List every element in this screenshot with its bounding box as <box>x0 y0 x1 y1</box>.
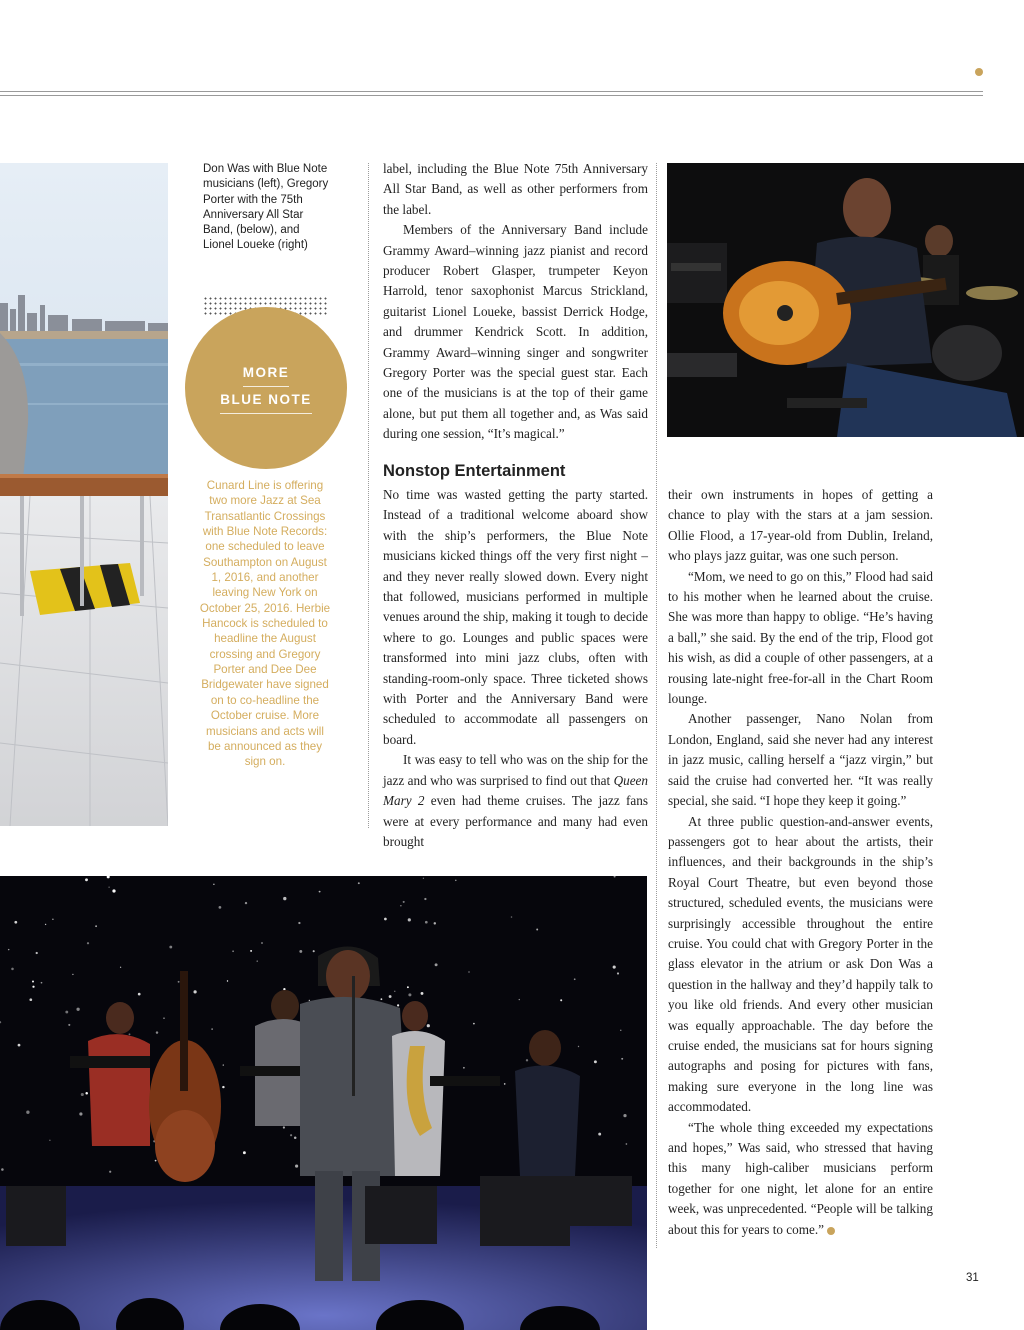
stage-star <box>8 949 9 950</box>
stage-star <box>283 1126 285 1128</box>
stage-star <box>620 1030 621 1031</box>
stage-star <box>250 950 252 952</box>
stage-star <box>290 1134 292 1136</box>
article-column-1-bottom <box>383 485 648 852</box>
photo-gregory-porter-band <box>0 876 647 1330</box>
paragraph: It was easy to tell who was on the ship for the jazz and who was surprised to find out that Queen Mary 2 even had theme cruises. The jazz fans were at every performance and many had even brought <box>383 752 648 849</box>
stage-star <box>26 1111 29 1114</box>
stage-star <box>108 887 109 888</box>
stage-star <box>598 1133 601 1136</box>
stage-star <box>408 993 411 996</box>
stage-star <box>421 992 424 995</box>
stage-star <box>41 982 43 984</box>
stage-star <box>95 925 97 927</box>
stage-star <box>594 1060 597 1063</box>
stage-star <box>109 1171 111 1173</box>
stage-star <box>427 1024 430 1027</box>
stage-star <box>29 998 32 1001</box>
stage-star <box>389 995 392 998</box>
callout-line-2: BLUE NOTE <box>220 389 312 414</box>
stage-star <box>45 924 46 925</box>
stage-star <box>504 1083 506 1085</box>
stage-star <box>163 1018 164 1019</box>
header-rule-bottom <box>0 95 983 96</box>
stage-star <box>560 999 562 1001</box>
stage-star <box>49 1140 50 1141</box>
header-dot-icon <box>975 68 983 76</box>
stage-star <box>243 1151 246 1154</box>
stage-star <box>617 972 619 974</box>
stage-star <box>519 999 520 1000</box>
stage-star <box>626 1143 628 1145</box>
stage-star <box>79 1112 82 1115</box>
photo-lionel-loueke <box>667 163 1024 437</box>
stage-star <box>384 918 387 921</box>
stage-star <box>120 967 121 968</box>
stage-star <box>72 974 73 975</box>
stage-star <box>623 1114 626 1117</box>
stage-star <box>129 1033 131 1035</box>
stage-star <box>219 906 222 909</box>
stage-star <box>169 946 172 949</box>
stage-star <box>574 978 576 980</box>
stage-star <box>85 1092 88 1095</box>
paragraph: their own instruments in hopes of getting a chance to play with the stars at a jam session. Ollie Flood, a 17-year-old from Dublin, Ireland, who plays jazz guitar, was one such person. <box>668 487 933 564</box>
stage-star <box>87 942 89 944</box>
stage-star <box>76 1008 79 1011</box>
stage-star <box>156 1031 158 1033</box>
stage-star <box>14 921 17 924</box>
stage-star <box>32 981 34 983</box>
stage-star <box>403 901 405 903</box>
stage-star <box>222 1086 224 1088</box>
stage-star <box>298 922 300 924</box>
stage-star <box>435 963 438 966</box>
stage-star <box>463 1067 465 1069</box>
stage-star <box>18 1044 21 1047</box>
section-heading: Nonstop Entertainment <box>383 462 566 480</box>
stage-star <box>294 1136 297 1139</box>
article-column-1-top <box>383 159 648 445</box>
paragraph: No time was wasted getting the party started. Instead of a traditional welcome aboard show with the ship’s performers, the Blue Note musicians kicked things off the very first night – and they never really slowed down. Every night that followed, musicians performed in multiple venues around the ship, making it tough to decide where to go. Lounges and public spaces were transformed into mini jazz clubs, often with standing-room-only space. Three ticketed shows with Porter and the Anniversary Band were scheduled to accommodate all passengers on board. <box>383 487 648 747</box>
stage-star <box>68 1024 70 1026</box>
stage-star <box>397 1004 399 1006</box>
stage-star <box>213 884 214 885</box>
stage-star <box>257 961 258 962</box>
stage-star <box>578 1046 579 1047</box>
stage-star <box>408 918 411 921</box>
sidebar-text: Cunard Line is offering two more Jazz at Sea Transatlantic Crossings with Blue Note Records: one scheduled to leave Southampton on August 1, 2016, and another leaving New York on October 25, 2016. Herbie Hancock is scheduled to headline the August crossing and Gregory Porter and Dee Dee Bridgewater have signed on to co-headline the October cruise. More musicians and acts will be announced as they sign on. <box>199 479 331 769</box>
stage-star <box>52 918 54 920</box>
stage-star <box>526 1059 528 1061</box>
callout-line-1: MORE <box>243 362 290 387</box>
stage-star <box>536 929 538 931</box>
stage-star <box>425 921 428 924</box>
stage-star <box>358 882 360 884</box>
more-blue-note-callout <box>185 307 347 469</box>
stage-star <box>232 950 234 952</box>
paragraph: “The whole thing exceeded my expectations and hopes,” Was said, who stressed that having this many high-caliber musicians perform together for one night, let alone for an entire week, was unprecedented. “People will be talking about this for years to come.” <box>668 1119 933 1237</box>
column-divider-left <box>368 163 369 828</box>
stage-star <box>32 986 34 988</box>
stage-star <box>112 889 115 892</box>
photo-don-was-ship <box>0 163 168 826</box>
stage-star <box>424 898 426 900</box>
paragraph: label, including the Blue Note 75th Anniversary All Star Band, as well as other performers from the label. <box>383 161 648 217</box>
stage-star <box>36 952 38 954</box>
stage-star <box>434 922 436 924</box>
stage-star <box>299 950 302 953</box>
stage-star <box>295 1165 298 1168</box>
end-mark-icon <box>827 1227 835 1235</box>
stage-star <box>178 981 180 983</box>
stage-star <box>261 942 263 944</box>
stage-star <box>511 916 513 918</box>
stage-star <box>473 1023 475 1025</box>
stage-star <box>1 1168 4 1171</box>
stage-star <box>223 1064 224 1065</box>
stage-star <box>313 950 315 952</box>
photo-caption: Don Was with Blue Note musicians (left), Gregory Porter with the 75th Anniversary All Star Band, (below), and Lionel Loueke (right) <box>203 163 329 252</box>
stage-star <box>155 1160 157 1162</box>
stage-star <box>400 905 401 906</box>
stage-star <box>407 986 409 988</box>
stage-star <box>319 891 321 893</box>
stage-star <box>85 878 88 881</box>
stage-star <box>245 902 247 904</box>
paragraph: Another passenger, Nano Nolan from London, England, said she never had any interest in jazz music, calling herself a “jazz virgin,” but said the cruise had converted her. “It was really special, she said. “I hope they keep it going.” <box>668 711 933 809</box>
page-number: 31 <box>966 1272 979 1284</box>
header-rule-top <box>0 91 983 92</box>
stage-star <box>211 1028 212 1029</box>
article-column-2 <box>668 485 933 1240</box>
stage-star <box>455 880 456 881</box>
paragraph: At three public question-and-answer events, passengers got to hear about the artists, their influences, and their backgrounds in the ship’s Royal Court Theatre, but even beyond those structured, scheduled events, the musicians were surprisingly accessible throughout the entire cruise. You could chat with Gregory Porter in the glass elevator in the atrium or ask Don Was a question in the hallway and they’d happily talk to you like old friends. And every other musician was equally approachable. The day before the cruise ended, the musicians sat for hours signing autographs and posing for pictures with fans, making sure everyone in the long line was accommodated. <box>668 813 933 1115</box>
paragraph: “Mom, we need to go on this,” Flood had said to his mother when he learned about the cruise. She was more than happy to oblige. “He’s having a ball,” she said. By the end of the trip, Flood got his wish, as did a couple of other passengers, at a rousing late-night free-for-all in the Chart Room lounge. <box>668 568 933 707</box>
stage-star <box>621 1058 623 1060</box>
stage-star <box>394 991 395 992</box>
stage-star <box>613 966 616 969</box>
stage-star <box>138 993 141 996</box>
stage-star <box>65 1011 68 1014</box>
column-divider-right <box>656 163 657 1248</box>
paragraph: Members of the Anniversary Band include Grammy Award–winning jazz pianist and record producer Robert Glasper, trumpeter Keyon Harrold, tenor saxophonist Marcus Strickland, guitarist Lionel Loueke, bassist Derrick Hodge, and drummer Kendrick Scott. In addition, Grammy Award–winning singer and songwriter Gregory Porter was the special guest star. Each one of the musicians is at the top of their game alone, but put them all together and, as Was said during one session, “It’s magical.” <box>383 222 648 442</box>
stage-star <box>11 968 14 971</box>
stage-star <box>227 980 228 981</box>
stage-star <box>468 971 469 972</box>
stage-star <box>283 897 286 900</box>
stage-star <box>423 878 424 879</box>
stage-star <box>380 998 382 1000</box>
stage-star <box>194 990 197 993</box>
stage-star <box>81 1093 84 1096</box>
stage-star <box>309 1000 310 1001</box>
